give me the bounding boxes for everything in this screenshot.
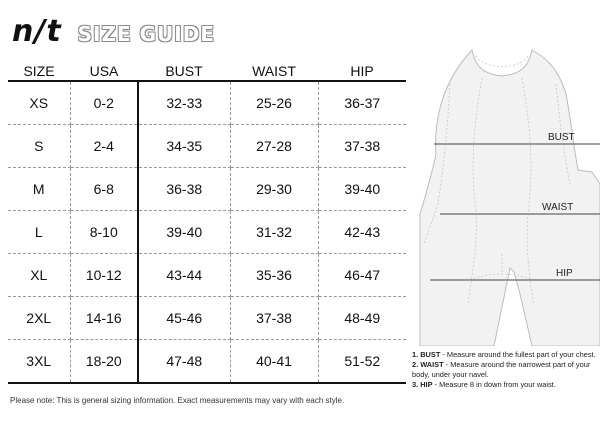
cell-usa: 14-16 — [70, 297, 138, 340]
cell-bust: 36-38 — [138, 168, 230, 211]
cell-bust: 43-44 — [138, 254, 230, 297]
hip-label: HIP — [556, 268, 573, 279]
column-header-waist: WAIST — [230, 62, 318, 81]
cell-hip: 36-37 — [318, 81, 406, 125]
cell-waist: 40-41 — [230, 340, 318, 384]
table-row — [8, 211, 406, 254]
table-row — [8, 297, 406, 340]
cell-size: XS — [8, 81, 70, 125]
body-silhouette-icon — [410, 44, 600, 346]
column-header-hip: HIP — [318, 62, 406, 81]
cell-bust: 34-35 — [138, 125, 230, 168]
header — [12, 14, 215, 48]
cell-waist: 35-36 — [230, 254, 318, 297]
instruction-term: 3. HIP — [412, 380, 433, 389]
instruction-waist — [412, 360, 598, 380]
cell-bust: 45-46 — [138, 297, 230, 340]
cell-bust: 47-48 — [138, 340, 230, 384]
cell-bust: 32-33 — [138, 81, 230, 125]
cell-size: S — [8, 125, 70, 168]
cell-hip: 51-52 — [318, 340, 406, 384]
column-header-usa: USA — [70, 62, 138, 81]
size-table — [8, 62, 406, 384]
brand-logo: n/t — [12, 14, 62, 49]
cell-usa: 18-20 — [70, 340, 138, 384]
instruction-hip — [412, 380, 598, 390]
bust-label: BUST — [548, 132, 575, 143]
cell-bust: 39-40 — [138, 211, 230, 254]
neckline — [476, 56, 528, 67]
cell-waist: 25-26 — [230, 81, 318, 125]
instruction-text: - Measure around the fullest part of your chest. — [440, 350, 596, 359]
cell-hip: 37-38 — [318, 125, 406, 168]
cell-size: M — [8, 168, 70, 211]
column-header-bust: BUST — [138, 62, 230, 81]
page-title: SIZE GUIDE — [77, 22, 215, 46]
cell-waist: 29-30 — [230, 168, 318, 211]
table-row — [8, 254, 406, 297]
cell-waist: 31-32 — [230, 211, 318, 254]
waist-label: WAIST — [542, 202, 574, 213]
table-row — [8, 168, 406, 211]
table-row — [8, 81, 406, 125]
cell-hip: 46-47 — [318, 254, 406, 297]
cell-size: L — [8, 211, 70, 254]
measurement-instructions — [412, 350, 598, 390]
body-outline — [420, 50, 600, 346]
cell-usa: 8-10 — [70, 211, 138, 254]
cell-hip: 42-43 — [318, 211, 406, 254]
cell-waist: 27-28 — [230, 125, 318, 168]
instruction-text: - Measure 8 in down from your waist. — [432, 380, 556, 389]
instruction-term: 2. WAIST — [412, 360, 444, 369]
cell-waist: 37-38 — [230, 297, 318, 340]
instruction-term: 1. BUST — [412, 350, 441, 359]
column-header-size: SIZE — [8, 62, 70, 81]
cell-size: XL — [8, 254, 70, 297]
instruction-text: - Measure around the narrowest part of your body, under your navel. — [412, 360, 591, 379]
cell-hip: 48-49 — [318, 297, 406, 340]
cell-hip: 39-40 — [318, 168, 406, 211]
body-figure — [410, 44, 600, 346]
cell-usa: 0-2 — [70, 81, 138, 125]
cell-usa: 10-12 — [70, 254, 138, 297]
table-row — [8, 340, 406, 384]
cell-size: 3XL — [8, 340, 70, 384]
instruction-bust — [412, 350, 598, 360]
cell-size: 2XL — [8, 297, 70, 340]
sizing-note: Please note: This is general sizing information. Exact measurements may vary with each style. — [10, 396, 345, 405]
table-header-row — [8, 62, 406, 81]
cell-usa: 6-8 — [70, 168, 138, 211]
table-row — [8, 125, 406, 168]
cell-usa: 2-4 — [70, 125, 138, 168]
